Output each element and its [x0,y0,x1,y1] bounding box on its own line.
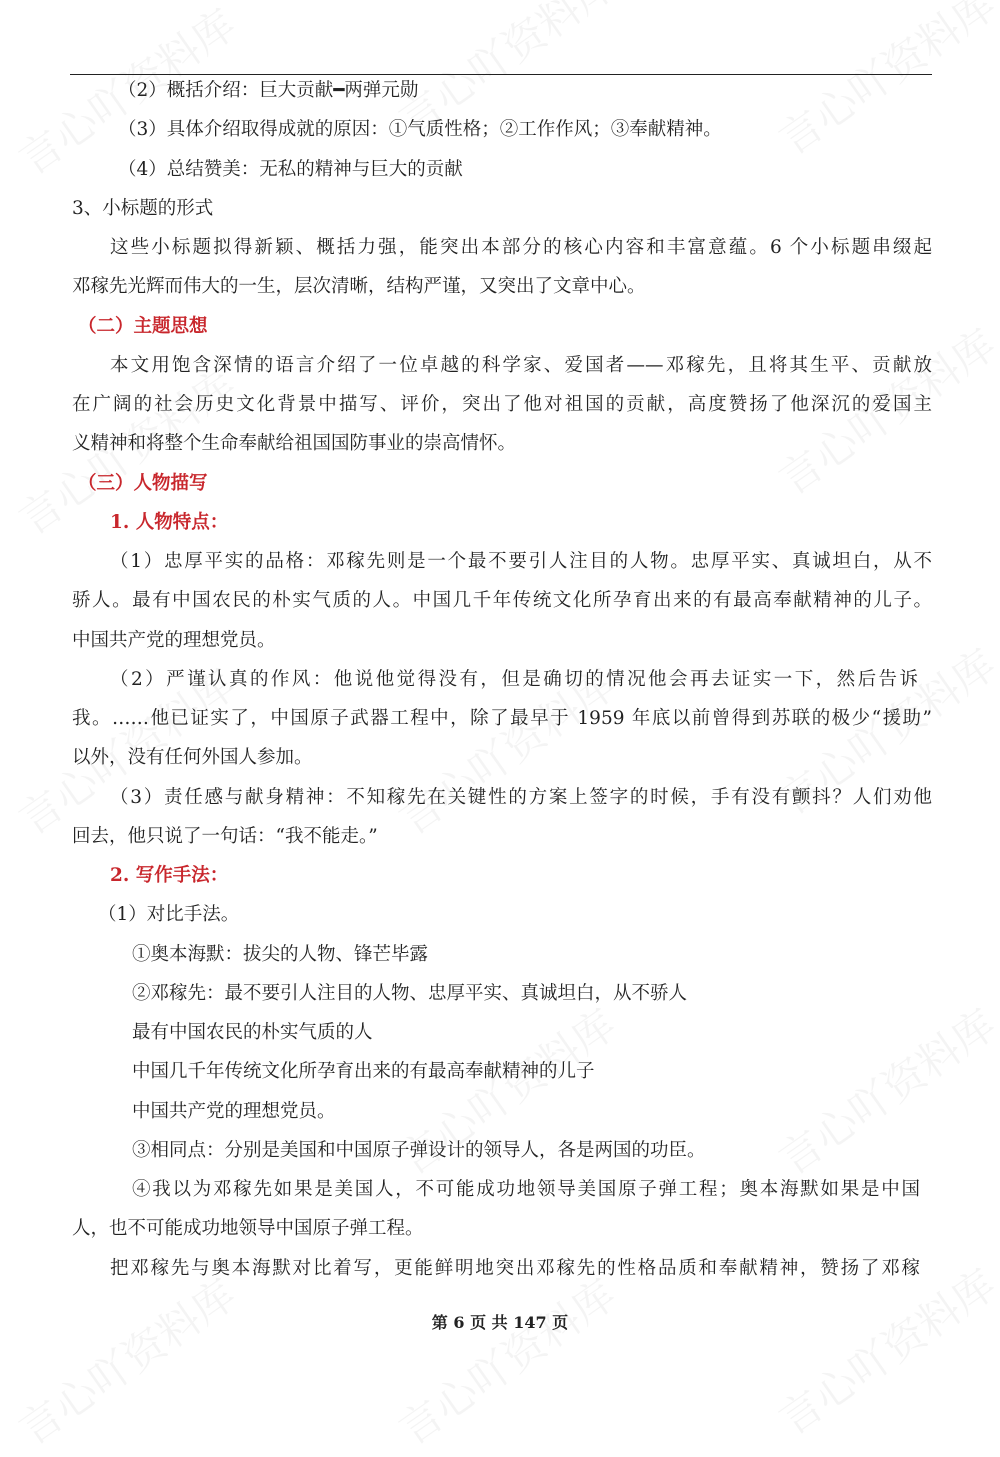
text-line: （3）责任感与献身精神：不知稼先在关键性的方案上签字的时候，手有没有颤抖？人们劝他 [110,786,932,808]
text-line: 中国几千年传统文化所孕育出来的有最高奉献精神的儿子 [132,1061,595,1083]
text-line: 把邓稼先与奥本海默对比着写，更能鲜明地突出邓稼先的性格品质和奉献精神，赞扬了邓稼 [110,1257,920,1279]
text-line: （2）严谨认真的作风：他说他觉得没有，但是确切的情况他会再去证实一下，然后告诉 [110,668,918,690]
text-line: 中国共产党的理想党员。 [132,1100,336,1122]
text-line: 我。……他已证实了，中国原子武器工程中，除了最早于 1959 年底以前曾得到苏联的极少“援助” [72,708,932,729]
text-line: （2）概括介绍：巨大贡献━两弹元勋 [118,80,419,101]
page-number: 第 6 页 共 147 页 [431,1313,569,1332]
text-line: 以外，没有任何外国人参加。 [72,747,313,769]
text-line: ④我以为邓稼先如果是美国人，不可能成功地领导美国原子弹工程；奥本海默如果是中国 [132,1179,920,1200]
text-line: ③相同点：分别是美国和中国原子弹设计的领导人，各是两国的功臣。 [132,1139,706,1161]
text-line: （1）忠厚平实的品格：邓稼先则是一个最不要引人注目的人物。忠厚平实、真诚坦白，从不 [110,551,932,572]
watermark [6,1263,247,1457]
text-line: 回去，他只说了一句话：“我不能走。” [72,825,378,847]
text-line: 这些小标题拟得新颖、概括力强，能突出本部分的核心内容和丰富意蕴。6 个小标题串缀起 [110,237,932,258]
text-line: （4）总结赞美：无私的精神与巨大的贡献 [118,158,463,180]
subsection-heading: 1. 人物特点： [110,511,229,533]
watermark [386,1263,627,1457]
text-line: 在广阔的社会历史文化背景中描写、评价，突出了他对祖国的贡献，高度赞扬了他深沉的爱国主 [72,394,932,415]
text-line: （1）对比手法。 [98,904,240,926]
text-line: 骄人。最有中国农民的朴实气质的人。中国几千年传统文化所孕育出来的有最高奉献精神的儿子。 [72,590,932,612]
text-line: （3）具体介绍取得成就的原因：①气质性格；②工作作风；③奉献精神。 [118,119,722,141]
section-heading: （二）主题思想 [78,315,208,337]
text-line: 人，也不可能成功地领导中国原子弹工程。 [72,1218,424,1240]
text-line: 义精神和将整个生命奉献给祖国国防事业的崇高情怀。 [72,433,517,455]
text-line: ②邓稼先：最不要引人注目的人物、忠厚平实、真诚坦白，从不骄人 [132,982,688,1004]
section-heading: 3、小标题的形式 [72,197,214,219]
text-line: 本文用饱含深情的语言介绍了一位卓越的科学家、爱国者——邓稼先，且将其生平、贡献放 [110,354,932,376]
text-line: ①奥本海默：拔尖的人物、锋芒毕露 [132,943,429,965]
section-heading: （三）人物描写 [78,472,208,494]
text-line: 最有中国农民的朴实气质的人 [132,1022,373,1043]
document-body [70,71,932,1288]
subsection-heading: 2. 写作手法： [110,865,229,886]
text-line: 中国共产党的理想党员。 [72,629,276,651]
text-line: 邓稼先光辉而伟大的一生，层次清晰，结构严谨，又突出了文章中心。 [72,276,646,298]
